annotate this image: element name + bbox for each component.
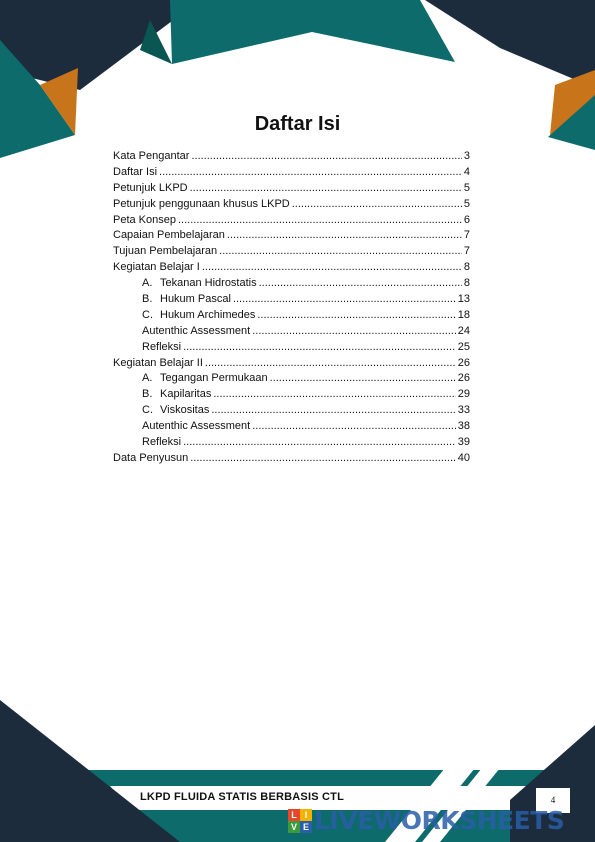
page-title: Daftar Isi — [254, 113, 341, 135]
toc-entry[interactable] — [113, 419, 470, 435]
toc-entry-page: 26 — [457, 356, 470, 369]
toc-entry[interactable] — [113, 197, 470, 213]
toc-entry[interactable] — [113, 403, 470, 419]
toc-entry-label: Hukum Archimedes — [160, 308, 256, 321]
toc-entry-page: 38 — [457, 420, 470, 433]
toc-entry[interactable] — [113, 435, 470, 451]
toc-entry-label: Peta Konsep — [113, 213, 176, 226]
toc-dot-leader — [183, 435, 456, 451]
toc-entry[interactable] — [113, 181, 470, 197]
toc-dot-leader — [270, 371, 456, 387]
toc-dot-leader — [227, 228, 462, 244]
toc-entry-label: Kata Pengantar — [113, 150, 190, 162]
toc-dot-leader — [159, 165, 462, 181]
toc-entry-label: Petunjuk LKPD — [113, 181, 188, 194]
toc-entry[interactable] — [113, 260, 470, 276]
toc-entry[interactable] — [113, 228, 470, 244]
toc-entry-label: Tujuan Pembelajaran — [113, 245, 218, 258]
toc-entry-page: 5 — [463, 197, 470, 210]
watermark-text: LIVEWORKSHEETS — [314, 806, 565, 835]
toc-entry-label: Viskositas — [160, 404, 210, 417]
toc-entry-marker: A. — [142, 277, 153, 290]
toc-dot-leader — [292, 197, 462, 213]
toc-entry-page: 29 — [457, 388, 470, 401]
toc-entry-label: Tegangan Permukaan — [160, 372, 268, 385]
toc-entry[interactable] — [113, 276, 470, 292]
toc-entry[interactable] — [113, 340, 470, 356]
toc-dot-leader — [205, 356, 456, 372]
toc-entry-marker: B. — [142, 293, 153, 306]
toc-entry-label: Kegiatan Belajar II — [113, 356, 203, 369]
top-right-navy-shape — [425, 0, 595, 88]
toc-entry-page: 24 — [457, 324, 470, 337]
toc-entry[interactable] — [113, 213, 470, 229]
toc-entry-label: Data Penyusun — [113, 451, 189, 464]
toc-entry[interactable] — [113, 387, 470, 403]
toc-entry-page: 26 — [457, 372, 470, 385]
toc-entry[interactable] — [113, 244, 470, 260]
toc-entry-label: Capaian Pembelajaran — [113, 229, 225, 242]
toc-dot-leader — [219, 244, 462, 260]
toc-entry-page: 8 — [463, 277, 470, 290]
toc-entry[interactable] — [113, 308, 470, 324]
logo-letter: I — [300, 809, 312, 821]
toc-entry-page: 13 — [457, 293, 470, 306]
logo-letter: V — [288, 821, 300, 833]
toc-entry[interactable] — [113, 324, 470, 340]
logo-letter: L — [288, 809, 300, 821]
toc-entry-page: 25 — [457, 340, 470, 353]
toc-entry-marker: A. — [142, 372, 153, 385]
toc-dot-leader — [257, 308, 455, 324]
toc-entry-page: 7 — [463, 229, 470, 242]
toc-entry-page: 33 — [457, 404, 470, 417]
toc-entry-label: Refleksi — [142, 340, 182, 353]
toc-entry[interactable] — [113, 451, 470, 467]
toc-entry-marker: C. — [142, 404, 153, 417]
toc-dot-leader — [252, 419, 456, 435]
toc-dot-leader — [191, 149, 461, 165]
toc-dot-leader — [190, 451, 456, 467]
toc-entry-page: 8 — [463, 261, 470, 274]
toc-entry-label: Daftar Isi — [113, 165, 158, 178]
toc-dot-leader — [252, 324, 456, 340]
toc-dot-leader — [233, 292, 456, 308]
toc-dot-leader — [202, 260, 462, 276]
toc-entry[interactable] — [113, 356, 470, 372]
toc-entry-label: Petunjuk penggunaan khusus LKPD — [113, 197, 290, 210]
toc-entry-page: 18 — [457, 308, 470, 321]
logo-letter: E — [300, 821, 312, 833]
toc-dot-leader — [178, 213, 462, 229]
footer-title: LKPD FLUIDA STATIS BERBASIS CTL — [140, 791, 344, 803]
toc-entry-page: 39 — [457, 436, 470, 449]
toc-entry-page: 7 — [463, 245, 470, 258]
toc-dot-leader — [211, 403, 455, 419]
toc-entry-label: Refleksi — [142, 436, 182, 449]
toc-entry-label: Hukum Pascal — [160, 293, 231, 306]
toc-entry-page: 5 — [463, 181, 470, 194]
table-of-contents — [113, 149, 470, 467]
liveworksheets-logo — [288, 809, 312, 833]
top-center-teal-shape — [170, 0, 455, 64]
toc-entry-label: Autenthic Assessment — [142, 324, 251, 337]
liveworksheets-watermark — [288, 806, 564, 835]
toc-entry-page: 4 — [463, 165, 470, 178]
toc-entry-label: Kapilaritas — [160, 388, 212, 401]
toc-entry-page: 6 — [463, 213, 470, 226]
page-number: 4 — [535, 787, 571, 814]
toc-dot-leader — [213, 387, 455, 403]
toc-dot-leader — [183, 340, 456, 356]
toc-dot-leader — [259, 276, 462, 292]
toc-entry[interactable] — [113, 165, 470, 181]
toc-entry-label: Autenthic Assessment — [142, 420, 251, 433]
toc-dot-leader — [190, 181, 462, 197]
toc-entry-page: 40 — [457, 451, 470, 464]
toc-entry-label: Kegiatan Belajar I — [113, 261, 200, 274]
toc-entry-marker: C. — [142, 308, 153, 321]
toc-entry-label: Tekanan Hidrostatis — [160, 277, 257, 290]
toc-entry[interactable] — [113, 149, 470, 165]
toc-entry[interactable] — [113, 371, 470, 387]
toc-entry-page: 3 — [463, 150, 470, 162]
toc-entry-marker: B. — [142, 388, 153, 401]
toc-entry[interactable] — [113, 292, 470, 308]
